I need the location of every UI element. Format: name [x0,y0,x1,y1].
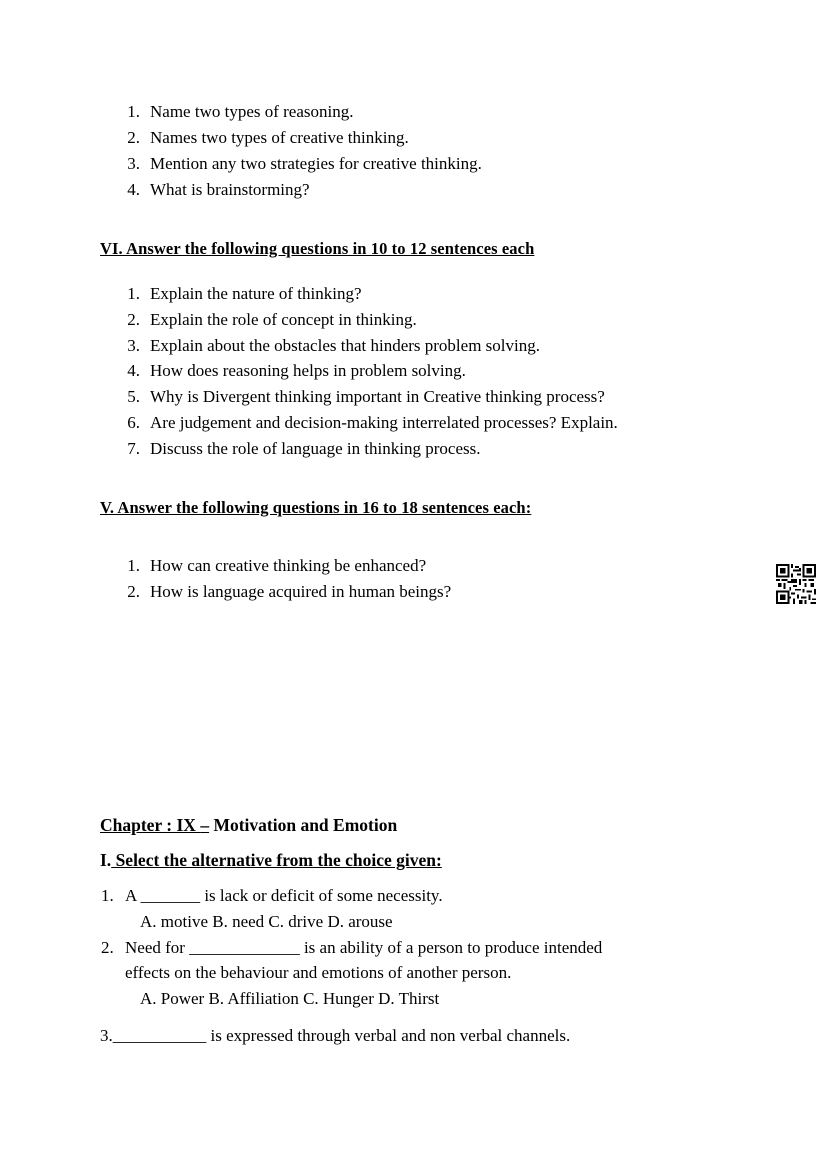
chapter-label: Chapter : IX [100,815,201,835]
chapter-dash: – [200,815,210,835]
chapter-name: Motivation and Emotion [209,815,398,835]
section-heading-i: I. Select the alternative from the choice given: [100,850,442,870]
section-heading-v: V. Answer the following questions in 16 to 18 sentences each: [100,498,532,517]
qr-code-icon[interactable] [776,564,816,604]
chapter-title [100,815,397,836]
section-heading-vi: VI. Answer the following questions in 10 to 12 sentences each [100,239,535,258]
